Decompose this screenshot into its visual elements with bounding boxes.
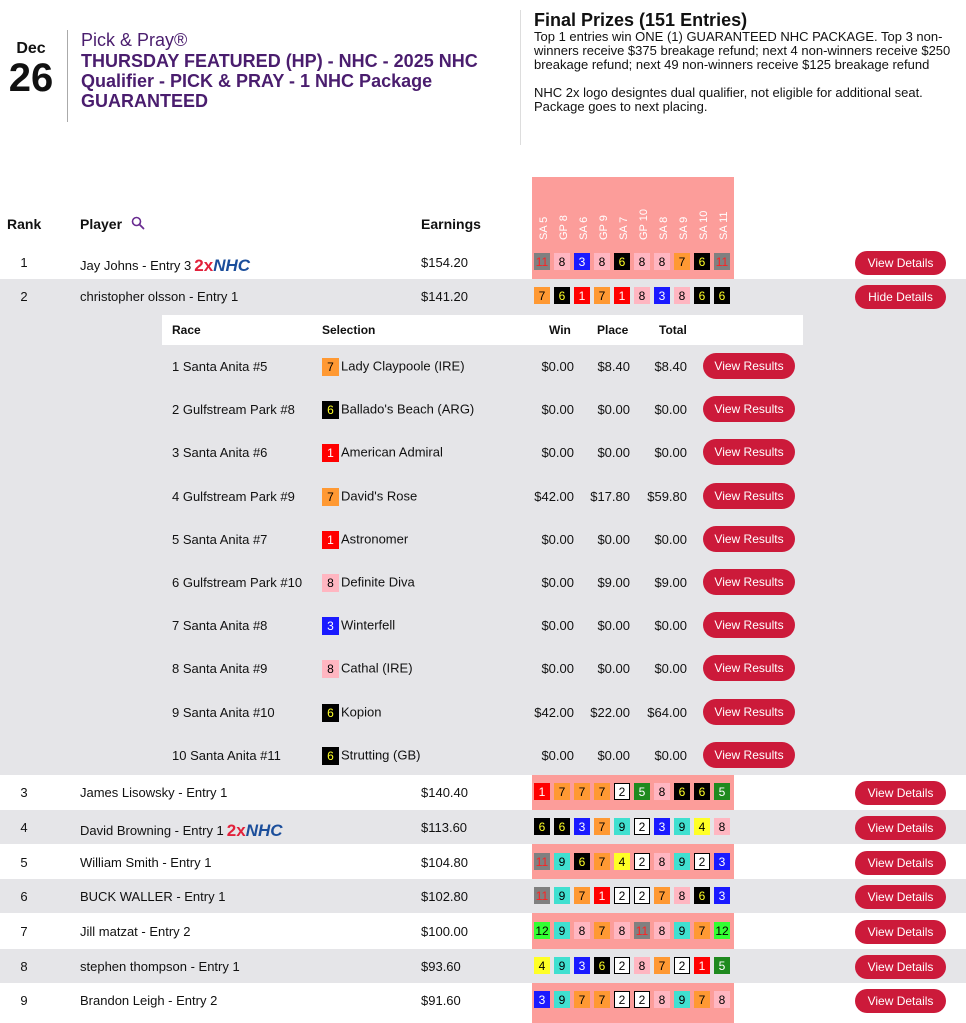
details-row — [162, 519, 803, 562]
pick-number: 8 — [714, 818, 730, 835]
pick-number: 6 — [534, 818, 550, 835]
details-race: 1 Santa Anita #5 — [172, 359, 268, 374]
player-cell — [80, 855, 211, 870]
pick-number: 6 — [554, 287, 570, 304]
earnings-cell: $93.60 — [421, 959, 461, 974]
details-table — [162, 313, 803, 775]
pick-number: 6 — [714, 287, 730, 304]
details-win: $0.00 — [541, 402, 574, 418]
pick-number: 8 — [654, 783, 670, 800]
pick-number: 7 — [694, 991, 710, 1008]
pick-number: 8 — [674, 887, 690, 904]
pick-number: 8 — [674, 287, 690, 304]
prizes-divider — [520, 10, 521, 145]
pick-number: 9 — [674, 922, 690, 939]
player-name: James Lisowsky - Entry 1 — [80, 785, 228, 800]
pick-number: 8 — [574, 922, 590, 939]
pick-number: 2 — [634, 991, 650, 1008]
pick-number: 3 — [654, 287, 670, 304]
player-name: Jill matzat - Entry 2 — [80, 924, 191, 939]
view-results-button[interactable]: View Results — [703, 742, 795, 768]
view-results-button[interactable]: View Results — [703, 396, 795, 422]
pick-number: 3 — [714, 853, 730, 870]
details-place: $17.80 — [590, 488, 630, 504]
player-header: Player — [80, 216, 123, 232]
details-total: $9.00 — [654, 575, 687, 590]
race-column-header — [593, 180, 613, 240]
pick-number: 6 — [614, 253, 630, 270]
pick-number: 7 — [674, 253, 690, 270]
pick-number: 5 — [714, 783, 730, 800]
rank-header: Rank — [7, 216, 42, 232]
earnings-header: Earnings — [421, 216, 481, 232]
view-results-button[interactable]: View Results — [703, 699, 795, 725]
pick-number: 9 — [674, 818, 690, 835]
pick-number: 8 — [634, 957, 650, 974]
pick-number: 7 — [554, 783, 570, 800]
details-race: 10 Santa Anita #11 — [172, 747, 281, 763]
details-place: $0.00 — [597, 445, 630, 461]
pick-number: 7 — [594, 287, 610, 304]
selection-number: 1 — [322, 531, 339, 549]
pick-number: 11 — [635, 924, 649, 938]
details-race: 9 Santa Anita #10 — [172, 704, 275, 720]
pick-number: 11 — [535, 255, 549, 269]
race-column-label: GP 8 — [558, 215, 570, 240]
details-total: $0.00 — [654, 445, 687, 461]
view-results-button[interactable]: View Results — [703, 483, 795, 509]
race-column-headers — [532, 177, 734, 243]
details-total: $0.00 — [654, 618, 687, 634]
nhc-2x-badge: 2xNHC — [194, 256, 251, 275]
horse-name: David's Rose — [341, 488, 418, 504]
pick-number: 6 — [694, 887, 710, 904]
pick-number: 8 — [654, 922, 670, 939]
pick-number: 3 — [574, 818, 590, 835]
prizes-description: Top 1 entries win ONE (1) GUARANTEED NHC PACKAGE. Top 3 non-winners receive $375 breakage refund; next 4 non-winners receive $250 breakage refund; next 49 non-winners receive $125 breakage refund — [534, 29, 951, 72]
pick-number: 1 — [574, 287, 590, 304]
rank-cell: 8 — [20, 959, 28, 974]
pick-number: 7 — [654, 887, 670, 904]
details-row — [162, 562, 803, 605]
earnings-cell: $91.60 — [421, 993, 461, 1008]
race-column-label: GP 9 — [598, 215, 610, 240]
details-total: $59.80 — [647, 488, 687, 504]
pick-number: 3 — [534, 991, 550, 1008]
details-win: $0.00 — [541, 575, 574, 590]
pick-number: 6 — [694, 287, 710, 304]
details-win: $0.00 — [541, 747, 574, 763]
details-race: 7 Santa Anita #8 — [172, 618, 268, 634]
player-name: David Browning - Entry 1 — [80, 823, 224, 838]
race-column-label: SA 10 — [698, 210, 710, 240]
rank-cell: 9 — [20, 993, 28, 1008]
pick-number: 8 — [654, 991, 670, 1008]
horse-name: American Admiral — [341, 444, 443, 460]
pick-number: 7 — [574, 991, 590, 1008]
details-row — [162, 735, 803, 778]
pick-number: 3 — [654, 818, 670, 835]
view-details-button[interactable]: View Details — [855, 955, 946, 979]
details-total: $0.00 — [654, 402, 687, 418]
horse-name: Winterfell — [341, 617, 396, 633]
view-results-button[interactable]: View Results — [703, 569, 795, 595]
view-details-button[interactable]: View Details — [855, 781, 946, 805]
details-place: $8.40 — [597, 359, 630, 374]
view-details-button[interactable]: View Details — [855, 851, 946, 875]
details-row — [162, 432, 803, 475]
details-selection — [322, 574, 415, 592]
pick-number: 4 — [534, 957, 550, 974]
race-column-header — [613, 180, 633, 240]
rank-cell: 2 — [20, 289, 28, 304]
view-results-button[interactable]: View Results — [703, 353, 795, 379]
event-month: Dec — [16, 40, 46, 57]
player-cell — [80, 924, 191, 939]
earnings-cell: $100.00 — [421, 924, 468, 939]
horse-name: Ballado's Beach (ARG) — [341, 401, 475, 417]
view-details-button[interactable]: View Details — [855, 920, 946, 944]
player-cell — [80, 959, 240, 974]
header-divider — [67, 30, 68, 122]
pick-number: 11 — [715, 255, 729, 269]
table-row — [0, 810, 966, 844]
details-row — [162, 692, 803, 735]
details-race: 8 Santa Anita #9 — [172, 661, 268, 677]
player-cell — [80, 993, 217, 1008]
pick-number: 4 — [614, 853, 630, 870]
race-column-header — [573, 180, 593, 240]
player-name: Jay Johns - Entry 3 — [80, 258, 192, 273]
details-place: $22.00 — [590, 704, 630, 720]
contest-type: Pick & Pray® — [81, 30, 188, 50]
details-win: $0.00 — [541, 661, 574, 677]
selection-number: 7 — [322, 488, 339, 506]
player-cell — [80, 255, 250, 275]
player-cell — [80, 889, 225, 904]
pick-number: 6 — [694, 253, 710, 270]
race-column-label: SA 8 — [658, 216, 670, 240]
hide-details-button[interactable]: Hide Details — [855, 285, 946, 309]
rank-cell: 5 — [20, 855, 28, 870]
details-place: $0.00 — [597, 618, 630, 634]
earnings-cell: $154.20 — [421, 255, 468, 270]
race-column-header — [633, 180, 653, 240]
player-name: Brandon Leigh - Entry 2 — [80, 993, 218, 1008]
pick-number: 7 — [574, 783, 590, 800]
details-total: $0.00 — [654, 747, 687, 763]
prizes-title: Final Prizes (151 Entries) — [534, 10, 748, 30]
details-header-row — [162, 315, 803, 345]
pick-number: 9 — [554, 957, 570, 974]
rank-cell: 1 — [20, 255, 28, 270]
pick-number: 8 — [654, 253, 670, 270]
details-selection — [322, 488, 417, 506]
details-win: $0.00 — [541, 618, 574, 634]
table-row — [0, 245, 966, 279]
horse-name: Astronomer — [341, 531, 409, 547]
pick-number: 1 — [694, 957, 710, 974]
details-place: $0.00 — [597, 531, 630, 547]
view-results-button[interactable]: View Results — [703, 439, 795, 465]
details-row — [162, 389, 803, 432]
horse-name: Kopion — [341, 704, 382, 720]
pick-number: 1 — [614, 287, 630, 304]
pick-number: 7 — [594, 991, 610, 1008]
details-selection — [322, 617, 395, 635]
pick-number: 2 — [634, 818, 650, 835]
details-selection — [322, 747, 420, 765]
pick-number: 7 — [594, 922, 610, 939]
race-column-label: GP 10 — [638, 209, 650, 240]
pick-number: 7 — [594, 818, 610, 835]
horse-name: Lady Claypoole (IRE) — [341, 358, 465, 374]
player-name: William Smith - Entry 1 — [80, 855, 212, 870]
prizes-note: NHC 2x logo designtes dual qualifier, not eligible for additional seat. Package goes to next placing. — [534, 85, 923, 114]
player-name: christopher olsson - Entry 1 — [80, 289, 239, 304]
details-win: $0.00 — [541, 445, 574, 461]
selection-number: 3 — [322, 617, 339, 635]
details-row — [162, 648, 803, 691]
view-details-button[interactable]: View Details — [855, 816, 946, 840]
pick-number: 9 — [554, 853, 570, 870]
pick-number: 6 — [574, 853, 590, 870]
details-place-header: Place — [597, 323, 629, 337]
pick-number: 9 — [674, 853, 690, 870]
pick-number: 6 — [594, 957, 610, 974]
pick-number: 2 — [694, 853, 710, 870]
pick-number: 9 — [554, 991, 570, 1008]
selection-number: 8 — [322, 574, 339, 592]
pick-number: 7 — [594, 853, 610, 870]
rank-cell: 3 — [20, 785, 28, 800]
details-win: $0.00 — [541, 359, 574, 374]
details-win: $42.00 — [534, 704, 574, 720]
details-selection-header: Selection — [322, 323, 376, 337]
details-place: $0.00 — [597, 661, 630, 677]
player-cell — [80, 785, 227, 800]
race-column-label: SA 11 — [718, 211, 730, 240]
rank-cell: 6 — [20, 889, 28, 904]
view-results-button[interactable]: View Results — [703, 612, 795, 638]
details-selection — [322, 401, 474, 419]
view-results-button[interactable]: View Results — [703, 655, 795, 681]
earnings-cell: $102.80 — [421, 889, 468, 904]
details-total: $64.00 — [647, 704, 687, 720]
pick-number: 4 — [694, 818, 710, 835]
pick-number: 2 — [674, 957, 690, 974]
earnings-cell: $140.40 — [421, 785, 468, 800]
details-race-header: Race — [172, 323, 201, 337]
details-race: 3 Santa Anita #6 — [172, 445, 268, 461]
horse-name: Strutting (GB) — [341, 747, 421, 763]
contest-title: THURSDAY FEATURED (HP) - NHC - 2025 NHC Qualifier - PICK & PRAY - 1 NHC Package GUARANTEED — [81, 51, 478, 111]
details-win-header: Win — [549, 323, 571, 337]
details-row — [162, 605, 803, 648]
rank-cell: 7 — [20, 924, 28, 939]
details-race: 5 Santa Anita #7 — [172, 531, 268, 547]
table-row — [0, 949, 966, 983]
pick-number: 8 — [634, 253, 650, 270]
pick-number: 2 — [614, 887, 630, 904]
details-selection — [322, 531, 408, 549]
pick-number: 9 — [674, 991, 690, 1008]
pick-number: 8 — [634, 287, 650, 304]
pick-number: 3 — [714, 887, 730, 904]
pick-number: 1 — [594, 887, 610, 904]
details-total: $8.40 — [654, 359, 687, 374]
player-name: stephen thompson - Entry 1 — [80, 959, 240, 974]
race-column-header — [553, 180, 573, 240]
pick-number: 9 — [554, 922, 570, 939]
prizes-panel — [534, 10, 964, 114]
race-column-header — [653, 180, 673, 240]
pick-number: 6 — [694, 783, 710, 800]
pick-number: 8 — [654, 853, 670, 870]
player-cell — [80, 820, 283, 840]
pick-number: 2 — [634, 853, 650, 870]
race-column-header — [673, 180, 693, 240]
details-selection — [322, 358, 465, 376]
view-details-button[interactable]: View Details — [855, 251, 946, 275]
contest-title-block — [81, 30, 501, 111]
details-race: 4 Gulfstream Park #9 — [172, 488, 295, 504]
pick-number: 12 — [715, 924, 729, 938]
race-column-label: SA 6 — [578, 216, 590, 240]
race-column-label: SA 5 — [538, 216, 550, 240]
table-row — [0, 879, 966, 913]
details-row — [162, 346, 803, 389]
details-place: $0.00 — [597, 747, 630, 763]
pick-number: 7 — [574, 887, 590, 904]
pick-number: 8 — [714, 991, 730, 1008]
pick-number: 2 — [614, 783, 630, 800]
earnings-cell: $113.60 — [421, 820, 468, 835]
pick-number: 5 — [634, 783, 650, 800]
pick-number: 6 — [674, 783, 690, 800]
pick-number: 11 — [535, 855, 549, 869]
details-race: 6 Gulfstream Park #10 — [172, 575, 303, 590]
details-row — [162, 476, 803, 519]
pick-number: 3 — [574, 253, 590, 270]
horse-name: Definite Diva — [341, 574, 415, 590]
selection-number: 6 — [322, 401, 339, 419]
details-place: $9.00 — [597, 575, 630, 590]
pick-number: 5 — [714, 957, 730, 974]
table-row — [0, 279, 966, 313]
table-row — [0, 914, 966, 948]
event-date — [6, 40, 56, 98]
selection-number: 6 — [322, 704, 339, 722]
table-row — [0, 983, 966, 1017]
selection-number: 7 — [322, 358, 339, 376]
earnings-cell: $141.20 — [421, 289, 468, 304]
race-column-header — [693, 180, 713, 240]
player-cell — [80, 289, 238, 304]
pick-number: 9 — [554, 887, 570, 904]
table-row — [0, 775, 966, 809]
view-details-button[interactable]: View Details — [855, 885, 946, 909]
details-race: 2 Gulfstream Park #8 — [172, 402, 295, 418]
pick-number: 3 — [574, 957, 590, 974]
pick-number: 6 — [554, 818, 570, 835]
pick-number: 7 — [654, 957, 670, 974]
nhc-2x-badge: 2xNHC — [226, 821, 283, 840]
race-column-header — [533, 180, 553, 240]
pick-number: 2 — [614, 991, 630, 1008]
pick-number: 8 — [614, 922, 630, 939]
pick-number: 11 — [535, 889, 549, 903]
table-row — [0, 845, 966, 879]
pick-number: 8 — [554, 253, 570, 270]
pick-number: 2 — [634, 887, 650, 904]
details-selection — [322, 660, 413, 678]
pick-number: 1 — [534, 783, 550, 800]
rank-cell: 4 — [20, 820, 28, 835]
details-win: $0.00 — [541, 531, 574, 547]
event-day: 26 — [8, 56, 54, 100]
selection-number: 6 — [322, 747, 339, 765]
selection-number: 8 — [322, 660, 339, 678]
details-total: $0.00 — [654, 531, 687, 547]
selection-number: 1 — [322, 444, 339, 462]
pick-number: 9 — [614, 818, 630, 835]
details-win: $42.00 — [534, 488, 574, 504]
player-name: BUCK WALLER - Entry 1 — [80, 889, 226, 904]
pick-number: 7 — [534, 287, 550, 304]
pick-number: 7 — [594, 783, 610, 800]
view-results-button[interactable]: View Results — [703, 526, 795, 552]
details-place: $0.00 — [597, 402, 630, 418]
details-selection — [322, 704, 381, 722]
search-icon[interactable] — [131, 216, 145, 230]
details-selection — [322, 444, 443, 462]
race-column-header — [713, 180, 733, 240]
view-details-button[interactable]: View Details — [855, 989, 946, 1013]
earnings-cell: $104.80 — [421, 855, 468, 870]
race-column-label: SA 9 — [678, 216, 690, 240]
race-column-label: SA 7 — [618, 216, 630, 240]
pick-number: 8 — [594, 253, 610, 270]
pick-number: 2 — [614, 957, 630, 974]
pick-number: 12 — [535, 924, 549, 938]
pick-number: 7 — [694, 922, 710, 939]
details-total: $0.00 — [654, 661, 687, 677]
details-total-header: Total — [659, 323, 687, 337]
horse-name: Cathal (IRE) — [341, 660, 413, 676]
